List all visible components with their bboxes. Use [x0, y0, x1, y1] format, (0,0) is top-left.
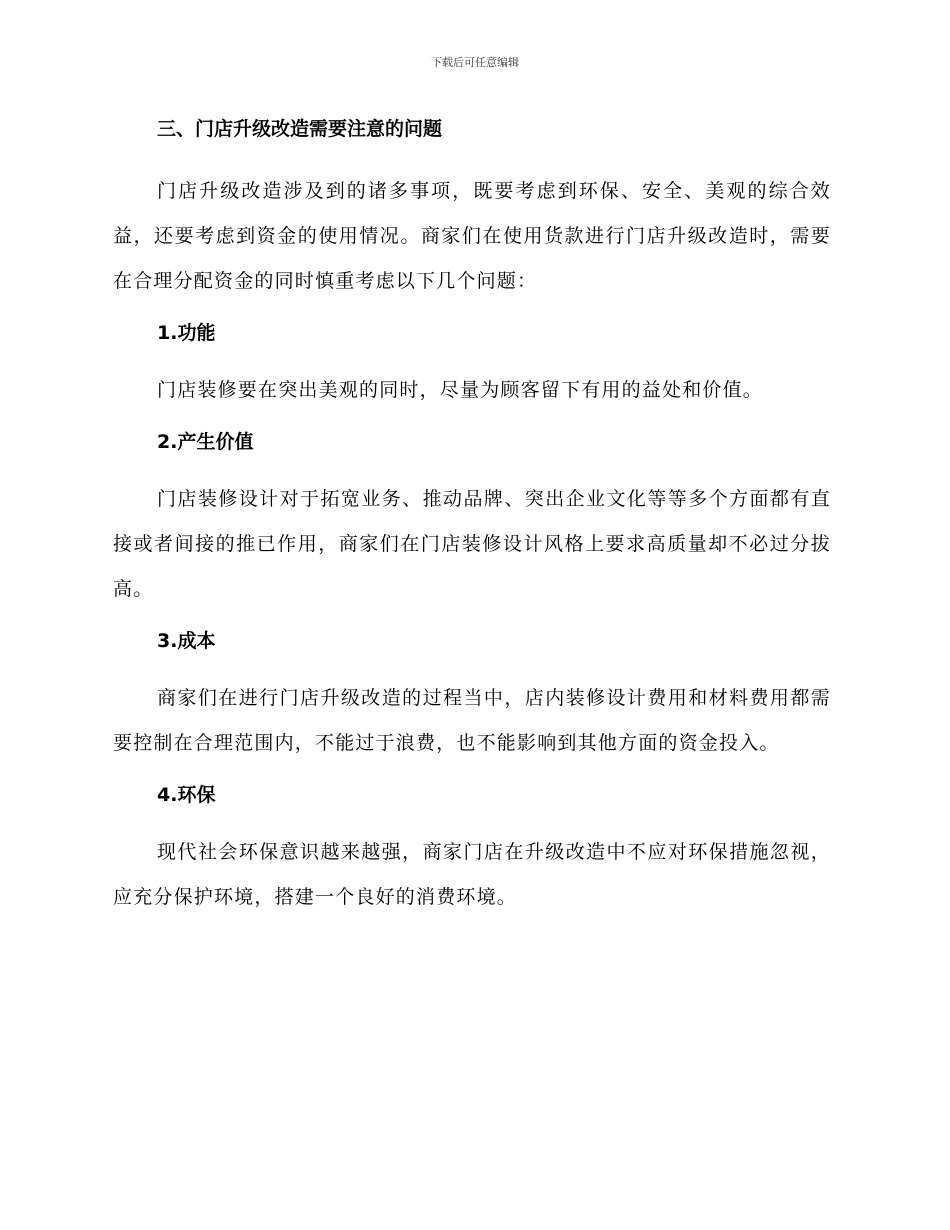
item-heading-function: 1.功能: [157, 322, 216, 344]
item-heading-environment: 4.环保: [157, 784, 216, 806]
page-header-note: 下载后可任意编辑: [431, 56, 519, 69]
document-body: [113, 112, 831, 932]
item-text-environment: 现代社会环保意识越来越强，商家门店在升级改造中不应对环保措施忽视，应充分保护环境，搭建一个良好的消费环境。: [113, 841, 831, 908]
item-text-function: 门店装修要在突出美观的同时，尽量为顾客留下有用的益处和价值。: [157, 379, 764, 401]
item-heading-value: 2.产生价值: [157, 431, 254, 453]
item-text-value: 门店装修设计对于拓宽业务、推动品牌、突出企业文化等等多个方面都有直接或者间接的推已作用，商家们在门店装修设计风格上要求高质量却不必过分拔高。: [113, 488, 831, 600]
section-title: 三、门店升级改造需要注意的问题: [157, 118, 443, 140]
item-text-cost: 商家们在进行门店升级改造的过程当中，店内装修设计费用和材料费用都需要控制在合理范围内，不能过于浪费，也不能影响到其他方面的资金投入。: [113, 687, 831, 754]
intro-paragraph: 门店升级改造涉及到的诸多事项，既要考虑到环保、安全、美观的综合效益，还要考虑到资金的使用情况。商家们在使用货款进行门店升级改造时，需要在合理分配资金的同时慎重考虑以下几个问题：: [113, 180, 831, 292]
item-heading-cost: 3.成本: [157, 630, 216, 652]
